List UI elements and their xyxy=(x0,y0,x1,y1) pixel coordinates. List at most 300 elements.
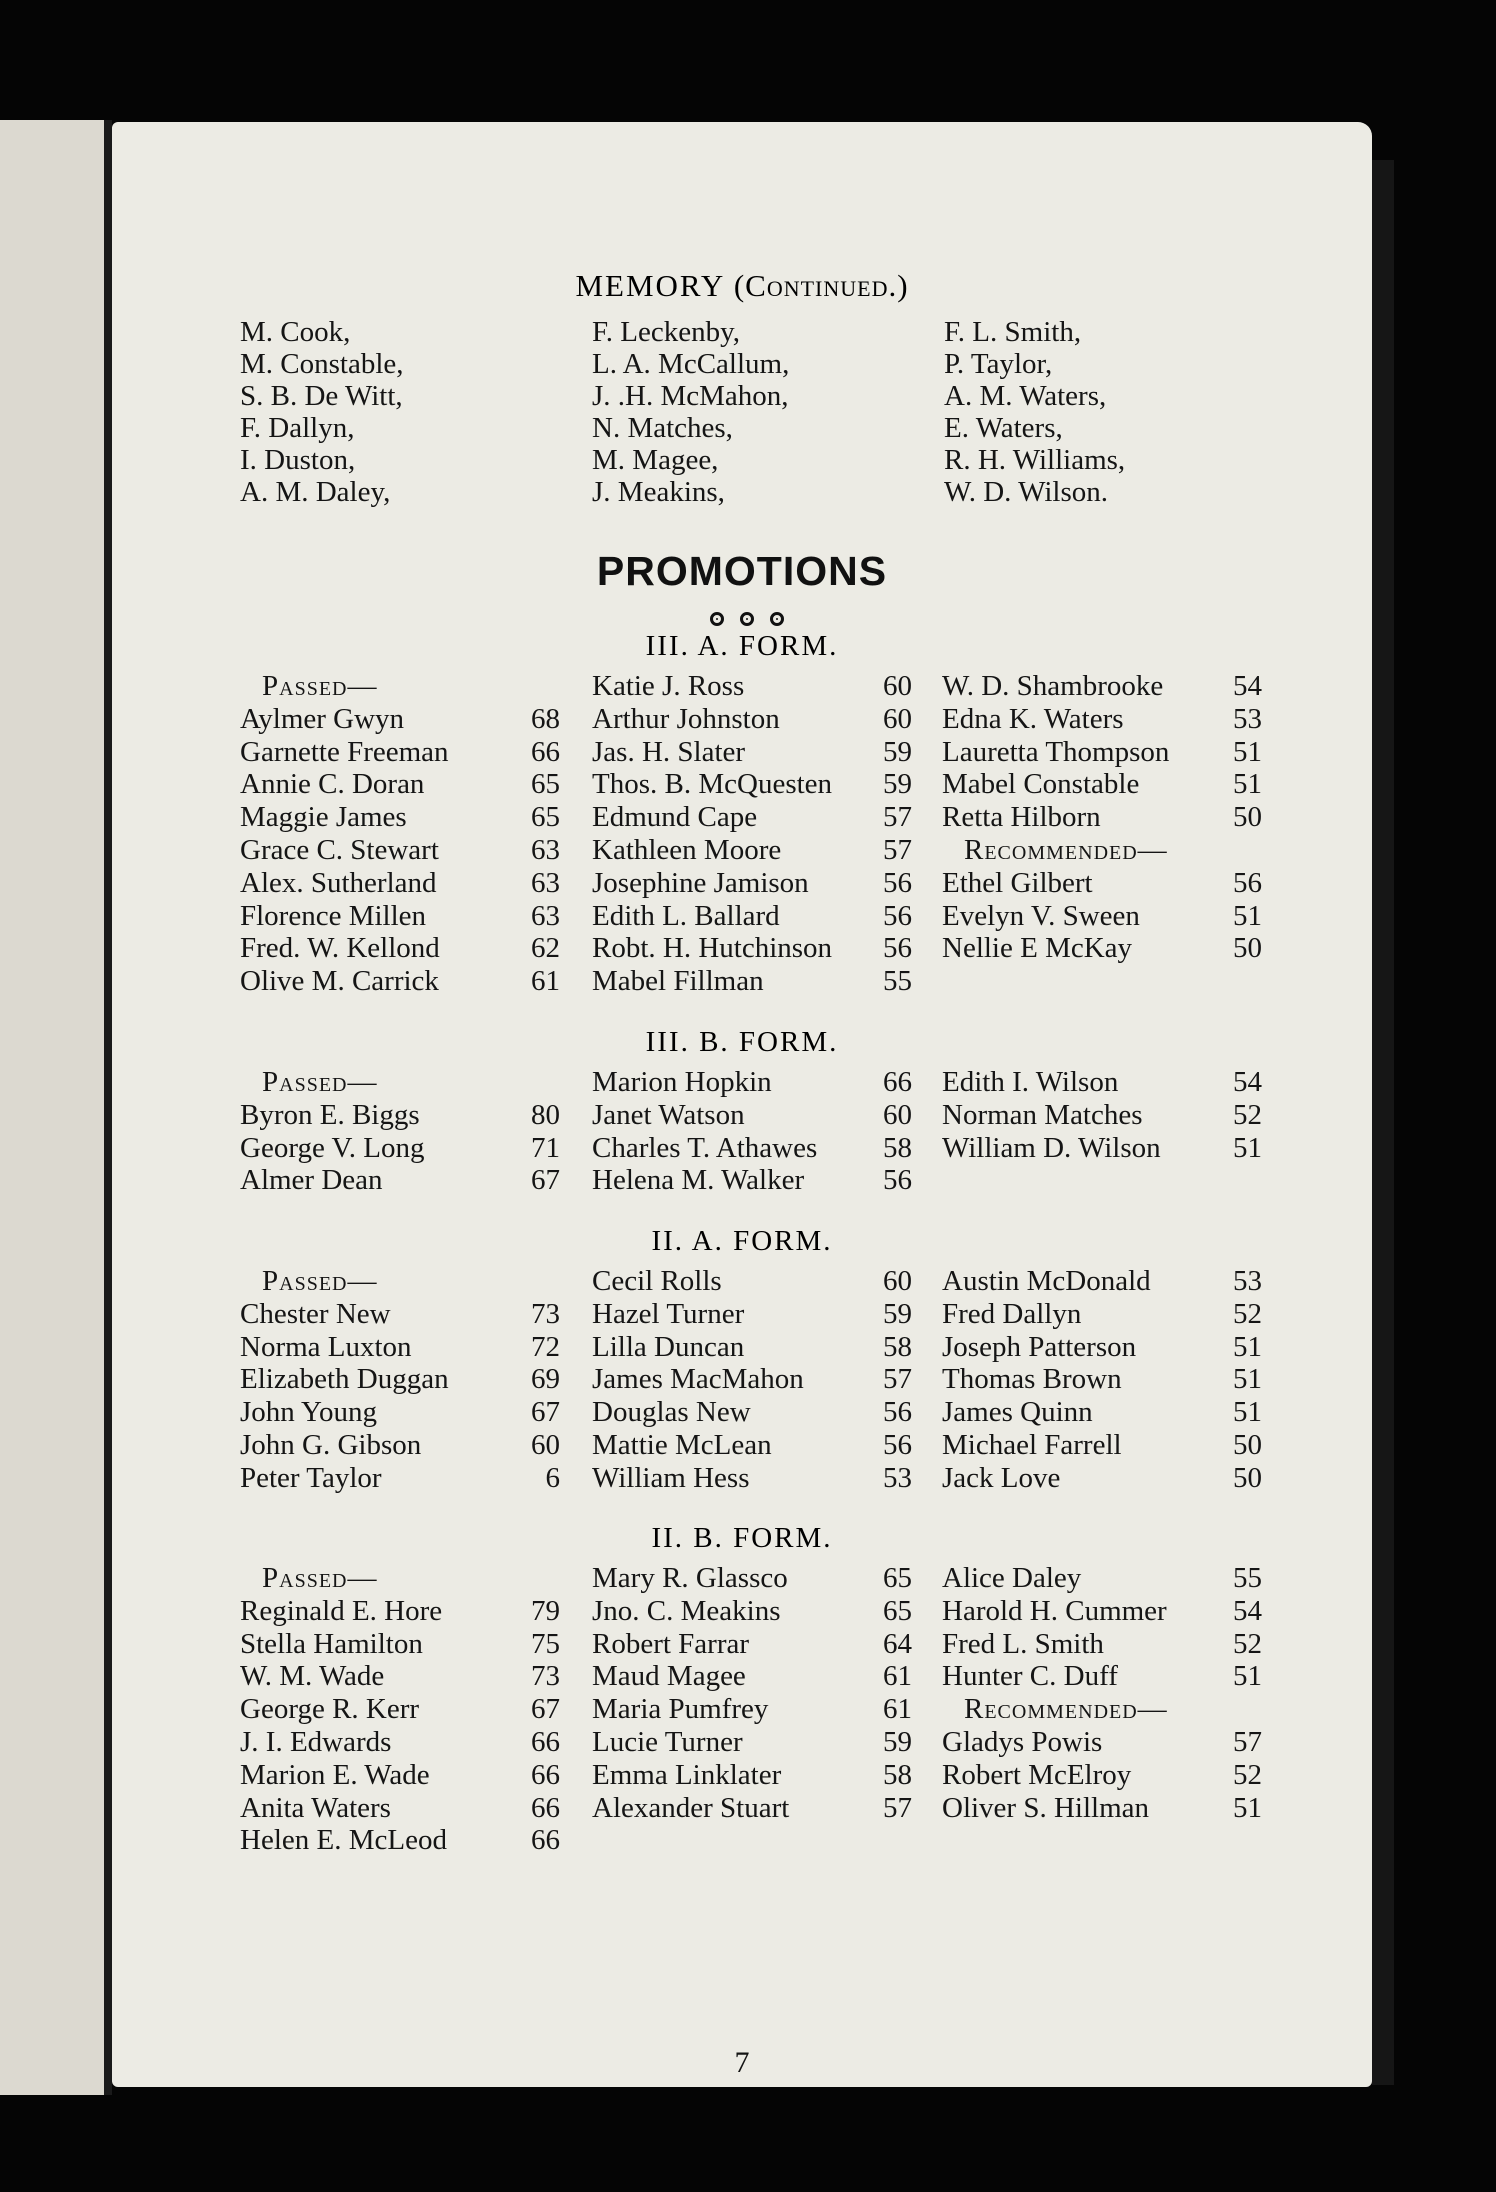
student-name: Retta Hilborn xyxy=(942,801,1101,834)
student-row xyxy=(592,1363,912,1396)
student-score: 59 xyxy=(883,735,912,768)
student-name: Norma Luxton xyxy=(240,1330,412,1363)
section-label-text: Passed— xyxy=(262,1066,378,1098)
student-score: 50 xyxy=(1233,801,1262,834)
student-row xyxy=(942,1396,1262,1429)
student-score: 55 xyxy=(883,965,912,998)
student-row xyxy=(240,1462,560,1495)
form-column-1 xyxy=(240,1066,560,1197)
student-row xyxy=(592,867,912,900)
page-number: 7 xyxy=(734,2046,750,2079)
student-row xyxy=(240,1099,560,1132)
student-score: 56 xyxy=(883,899,912,932)
student-row xyxy=(592,1595,912,1628)
student-row xyxy=(240,1759,560,1792)
student-name: Annie C. Doran xyxy=(240,768,425,801)
student-score: 51 xyxy=(1233,1660,1262,1693)
student-score: 56 xyxy=(1233,866,1262,899)
student-name: Olive M. Carrick xyxy=(240,965,439,998)
student-name: James Quinn xyxy=(942,1396,1093,1429)
student-row xyxy=(592,965,912,998)
form-heading: II. A. FORM. xyxy=(651,1225,833,1257)
student-name: Arthur Johnston xyxy=(592,702,780,735)
section-label-text: Passed— xyxy=(262,1265,378,1297)
student-name: Grace C. Stewart xyxy=(240,833,439,866)
memory-column-1 xyxy=(240,316,540,508)
student-name: Garnette Freeman xyxy=(240,735,449,768)
student-score: 51 xyxy=(1233,1363,1262,1396)
form-column-1 xyxy=(240,1562,560,1857)
student-score: 60 xyxy=(883,1265,912,1297)
student-name: W. D. Shambrooke xyxy=(942,670,1164,702)
student-name: Douglas New xyxy=(592,1396,751,1429)
student-row xyxy=(240,1595,560,1628)
student-row xyxy=(240,1298,560,1331)
student-row xyxy=(592,801,912,834)
student-score: 69 xyxy=(531,1363,560,1396)
student-score: 73 xyxy=(531,1297,560,1330)
student-score: 59 xyxy=(883,768,912,801)
student-row xyxy=(592,1759,912,1792)
student-name: Mattie McLean xyxy=(592,1428,772,1461)
student-score: 58 xyxy=(883,1131,912,1164)
student-score: 51 xyxy=(1233,899,1262,932)
form-column-3 xyxy=(942,670,1262,965)
student-row xyxy=(592,932,912,965)
student-name: Aylmer Gwyn xyxy=(240,702,405,735)
student-name: Marion Hopkin xyxy=(592,1066,772,1098)
student-name: Mabel Constable xyxy=(942,768,1140,801)
student-score: 62 xyxy=(531,932,560,965)
memory-name: I. Duston, xyxy=(240,444,356,476)
student-row xyxy=(240,1792,560,1825)
student-name: Jas. H. Slater xyxy=(592,735,746,768)
ornament-dots xyxy=(702,612,812,632)
student-name: Robt. H. Hutchinson xyxy=(592,932,833,965)
student-score: 57 xyxy=(883,801,912,834)
student-score: 51 xyxy=(1233,1131,1262,1164)
student-name: Thos. B. McQuesten xyxy=(592,768,833,801)
student-name: Cecil Rolls xyxy=(592,1265,722,1297)
student-name: Lucie Turner xyxy=(592,1725,743,1758)
student-row xyxy=(592,1298,912,1331)
form-column-3 xyxy=(942,1066,1262,1164)
student-name: Maria Pumfrey xyxy=(592,1693,769,1726)
student-row xyxy=(592,1562,912,1595)
student-row xyxy=(592,768,912,801)
student-score: 61 xyxy=(883,1660,912,1693)
student-score: 50 xyxy=(1233,1461,1262,1494)
student-score: 52 xyxy=(1233,1627,1262,1660)
student-name: George R. Kerr xyxy=(240,1693,420,1726)
student-name: Joseph Patterson xyxy=(942,1330,1137,1363)
memory-name: A. M. Waters, xyxy=(944,380,1107,412)
student-name: Alice Daley xyxy=(942,1562,1082,1594)
student-name: Austin McDonald xyxy=(942,1265,1151,1297)
student-score: 66 xyxy=(531,735,560,768)
student-row xyxy=(240,1363,560,1396)
section-label-text: Passed— xyxy=(262,1562,378,1594)
student-score: 63 xyxy=(531,833,560,866)
form-column-3 xyxy=(942,1265,1262,1495)
form-column-1 xyxy=(240,670,560,998)
student-name: Reginald E. Hore xyxy=(240,1594,443,1627)
ornament-dot-icon xyxy=(740,612,754,626)
student-name: Oliver S. Hillman xyxy=(942,1791,1150,1824)
student-row xyxy=(592,1693,912,1726)
student-row xyxy=(592,1462,912,1495)
book-spine xyxy=(104,120,112,2095)
student-name: Evelyn V. Sween xyxy=(942,899,1140,932)
student-score: 57 xyxy=(883,1363,912,1396)
student-row xyxy=(942,1792,1262,1825)
student-name: Florence Millen xyxy=(240,899,427,932)
student-row xyxy=(942,1660,1262,1693)
student-row xyxy=(240,703,560,736)
student-score: 66 xyxy=(531,1758,560,1791)
section-label xyxy=(240,1265,560,1298)
ornament-dot-icon xyxy=(710,612,724,626)
form-column-2 xyxy=(592,1265,912,1495)
memory-name: F. Dallyn, xyxy=(240,412,355,444)
student-row xyxy=(942,1429,1262,1462)
student-row xyxy=(942,1462,1262,1495)
student-name: Thomas Brown xyxy=(942,1363,1122,1396)
student-score: 51 xyxy=(1233,735,1262,768)
student-score: 61 xyxy=(883,1693,912,1726)
student-row xyxy=(240,932,560,965)
student-row xyxy=(592,1429,912,1462)
student-name: Josephine Jamison xyxy=(592,866,809,899)
student-name: Byron E. Biggs xyxy=(240,1098,420,1131)
student-score: 50 xyxy=(1233,1428,1262,1461)
form-heading: II. B. FORM. xyxy=(651,1522,833,1554)
student-name: J. I. Edwards xyxy=(240,1725,392,1758)
section-label-text: Recommended— xyxy=(964,1693,1168,1726)
student-name: W. M. Wade xyxy=(240,1660,385,1693)
student-row xyxy=(592,1066,912,1099)
student-score: 56 xyxy=(883,866,912,899)
student-name: Gladys Powis xyxy=(942,1725,1103,1758)
form-column-1 xyxy=(240,1265,560,1495)
student-name: Edmund Cape xyxy=(592,801,758,834)
student-row xyxy=(592,1396,912,1429)
student-score: 56 xyxy=(883,1396,912,1429)
student-name: Marion E. Wade xyxy=(240,1758,430,1791)
student-score: 65 xyxy=(531,801,560,834)
student-row xyxy=(592,1132,912,1165)
student-row xyxy=(240,1132,560,1165)
student-row xyxy=(592,1628,912,1661)
student-row xyxy=(942,1628,1262,1661)
student-name: Michael Farrell xyxy=(942,1428,1122,1461)
promotions-title: PROMOTIONS xyxy=(596,548,888,594)
student-score: 58 xyxy=(883,1758,912,1791)
student-score: 60 xyxy=(883,670,912,702)
student-name: Fred Dallyn xyxy=(942,1297,1082,1330)
student-name: Maggie James xyxy=(240,801,407,834)
student-name: Katie J. Ross xyxy=(592,670,745,702)
student-row xyxy=(942,1562,1262,1595)
memory-heading xyxy=(112,268,1372,304)
student-row xyxy=(942,1331,1262,1364)
student-row xyxy=(240,1396,560,1429)
student-row xyxy=(592,900,912,933)
ornament-dot-icon xyxy=(770,612,784,626)
student-row xyxy=(942,703,1262,736)
student-score: 51 xyxy=(1233,768,1262,801)
form-column-2 xyxy=(592,1562,912,1824)
student-name: Janet Watson xyxy=(592,1098,745,1131)
student-row xyxy=(592,834,912,867)
student-row xyxy=(942,1363,1262,1396)
student-name: William Hess xyxy=(592,1461,750,1494)
student-name: Nellie E McKay xyxy=(942,932,1133,965)
student-score: 57 xyxy=(883,1791,912,1824)
section-label xyxy=(240,1562,560,1595)
student-row xyxy=(240,1628,560,1661)
form-heading: III. B. FORM. xyxy=(645,1026,839,1058)
section-label-text: Passed— xyxy=(262,670,378,702)
student-row xyxy=(942,1132,1262,1165)
memory-name: J. .H. McMahon, xyxy=(592,380,789,412)
student-name: Jno. C. Meakins xyxy=(592,1594,781,1627)
student-row xyxy=(592,1265,912,1298)
student-name: Fred. W. Kellond xyxy=(240,932,440,965)
section-label xyxy=(240,1066,560,1099)
form-column-2 xyxy=(592,1066,912,1197)
student-row xyxy=(240,1331,560,1364)
student-row xyxy=(942,1066,1262,1099)
student-name: Edith I. Wilson xyxy=(942,1066,1119,1098)
student-score: 53 xyxy=(1233,702,1262,735)
student-row xyxy=(240,834,560,867)
student-name: Elizabeth Duggan xyxy=(240,1363,449,1396)
student-score: 67 xyxy=(531,1164,560,1197)
student-name: Lauretta Thompson xyxy=(942,735,1170,768)
student-row xyxy=(942,1298,1262,1331)
student-row xyxy=(942,1759,1262,1792)
student-row xyxy=(942,801,1262,834)
student-row xyxy=(592,736,912,769)
student-row xyxy=(240,1726,560,1759)
student-row xyxy=(240,1660,560,1693)
student-name: Hazel Turner xyxy=(592,1297,745,1330)
student-name: James MacMahon xyxy=(592,1363,804,1396)
student-name: Robert McElroy xyxy=(942,1758,1132,1791)
student-name: Robert Farrar xyxy=(592,1627,750,1660)
form-column-3 xyxy=(942,1562,1262,1824)
form-column-2 xyxy=(592,670,912,998)
memory-heading-sub: (Continued.) xyxy=(733,268,909,303)
student-row xyxy=(240,768,560,801)
student-row xyxy=(592,703,912,736)
student-score: 52 xyxy=(1233,1297,1262,1330)
student-row xyxy=(942,768,1262,801)
student-name: Norman Matches xyxy=(942,1098,1143,1131)
form-heading: III. A. FORM. xyxy=(645,630,839,662)
student-row xyxy=(592,1331,912,1364)
student-score: 54 xyxy=(1233,1066,1262,1098)
student-score: 66 xyxy=(883,1066,912,1098)
student-name: Lilla Duncan xyxy=(592,1330,745,1363)
student-score: 57 xyxy=(1233,1725,1262,1758)
student-score: 59 xyxy=(883,1725,912,1758)
student-name: Edna K. Waters xyxy=(942,702,1124,735)
student-name: Helen E. McLeod xyxy=(240,1824,447,1857)
student-row xyxy=(592,1660,912,1693)
student-name: Alexander Stuart xyxy=(592,1791,790,1824)
student-score: 60 xyxy=(883,702,912,735)
student-score: 75 xyxy=(531,1627,560,1660)
memory-name: N. Matches, xyxy=(592,412,733,444)
student-row xyxy=(240,1164,560,1197)
student-name: Peter Taylor xyxy=(240,1461,382,1494)
student-row xyxy=(592,670,912,703)
student-score: 67 xyxy=(531,1396,560,1429)
student-score: 56 xyxy=(883,932,912,965)
student-score: 67 xyxy=(531,1693,560,1726)
section-label xyxy=(240,670,560,703)
student-name: Helena M. Walker xyxy=(592,1164,805,1197)
student-row xyxy=(942,900,1262,933)
student-row xyxy=(942,736,1262,769)
section-label xyxy=(942,834,1262,867)
student-name: George V. Long xyxy=(240,1131,425,1164)
student-score: 51 xyxy=(1233,1396,1262,1429)
student-score: 56 xyxy=(883,1164,912,1197)
section-label xyxy=(942,1693,1262,1726)
left-page-edge xyxy=(0,120,106,2095)
student-name: Harold H. Cummer xyxy=(942,1594,1167,1627)
student-name: Hunter C. Duff xyxy=(942,1660,1118,1693)
student-row xyxy=(942,1099,1262,1132)
document-page xyxy=(112,122,1372,2087)
student-score: 66 xyxy=(531,1791,560,1824)
student-score: 60 xyxy=(531,1428,560,1461)
student-score: 65 xyxy=(531,768,560,801)
student-score: 52 xyxy=(1233,1758,1262,1791)
student-row xyxy=(592,1099,912,1132)
student-score: 66 xyxy=(531,1824,560,1857)
student-row xyxy=(240,965,560,998)
student-score: 61 xyxy=(531,965,560,998)
student-row xyxy=(942,932,1262,965)
student-name: Anita Waters xyxy=(240,1791,391,1824)
student-score: 64 xyxy=(883,1627,912,1660)
memory-name: R. H. Williams, xyxy=(944,444,1126,476)
student-score: 58 xyxy=(883,1330,912,1363)
student-score: 65 xyxy=(883,1562,912,1594)
student-score: 59 xyxy=(883,1297,912,1330)
memory-name: S. B. De Witt, xyxy=(240,380,403,412)
memory-column-2 xyxy=(592,316,912,508)
student-row xyxy=(240,867,560,900)
section-label-text: Recommended— xyxy=(964,833,1168,866)
student-name: Kathleen Moore xyxy=(592,833,782,866)
memory-name: W. D. Wilson. xyxy=(944,476,1108,508)
student-score: 52 xyxy=(1233,1098,1262,1131)
page-edge-shadow xyxy=(1372,160,1394,2085)
memory-name: F. L. Smith, xyxy=(944,316,1082,348)
student-score: 80 xyxy=(531,1098,560,1131)
student-score: 56 xyxy=(883,1428,912,1461)
student-row xyxy=(240,900,560,933)
memory-name: P. Taylor, xyxy=(944,348,1053,380)
student-name: Emma Linklater xyxy=(592,1758,782,1791)
student-name: Mary R. Glassco xyxy=(592,1562,788,1594)
student-row xyxy=(240,1429,560,1462)
student-score: 55 xyxy=(1233,1562,1262,1594)
student-score: 57 xyxy=(883,833,912,866)
student-score: 72 xyxy=(531,1330,560,1363)
student-score: 54 xyxy=(1233,670,1262,702)
memory-name: M. Cook, xyxy=(240,316,351,348)
student-row xyxy=(240,1693,560,1726)
student-score: 68 xyxy=(531,702,560,735)
student-row xyxy=(240,801,560,834)
student-name: Chester New xyxy=(240,1297,391,1330)
student-row xyxy=(942,867,1262,900)
student-name: Mabel Fillman xyxy=(592,965,764,998)
memory-name: M. Constable, xyxy=(240,348,404,380)
memory-heading-main: MEMORY xyxy=(575,268,725,303)
student-name: Edith L. Ballard xyxy=(592,899,780,932)
student-score: 79 xyxy=(531,1594,560,1627)
student-row xyxy=(942,1726,1262,1759)
student-row xyxy=(592,1726,912,1759)
student-score: 51 xyxy=(1233,1791,1262,1824)
student-row xyxy=(592,1164,912,1197)
student-name: John Young xyxy=(240,1396,377,1429)
student-row xyxy=(942,670,1262,703)
student-name: Charles T. Athawes xyxy=(592,1131,818,1164)
memory-name: M. Magee, xyxy=(592,444,719,476)
memory-column-3 xyxy=(944,316,1264,508)
student-score: 65 xyxy=(883,1594,912,1627)
student-name: Alex. Sutherland xyxy=(240,866,437,899)
student-score: 54 xyxy=(1233,1594,1262,1627)
student-score: 63 xyxy=(531,866,560,899)
student-score: 51 xyxy=(1233,1330,1262,1363)
memory-name: L. A. McCallum, xyxy=(592,348,790,380)
student-name: Ethel Gilbert xyxy=(942,866,1093,899)
student-score: 73 xyxy=(531,1660,560,1693)
student-name: Stella Hamilton xyxy=(240,1627,423,1660)
student-row xyxy=(240,1824,560,1857)
student-score: 53 xyxy=(883,1461,912,1494)
student-row xyxy=(942,1595,1262,1628)
memory-name: J. Meakins, xyxy=(592,476,725,508)
student-score: 53 xyxy=(1233,1265,1262,1297)
student-score: 71 xyxy=(531,1131,560,1164)
student-name: William D. Wilson xyxy=(942,1131,1161,1164)
student-name: John G. Gibson xyxy=(240,1428,422,1461)
student-row xyxy=(942,1265,1262,1298)
student-row xyxy=(592,1792,912,1825)
student-score: 66 xyxy=(531,1725,560,1758)
memory-name: A. M. Daley, xyxy=(240,476,391,508)
student-name: Maud Magee xyxy=(592,1660,746,1693)
memory-name: F. Leckenby, xyxy=(592,316,741,348)
student-name: Almer Dean xyxy=(240,1164,383,1197)
student-score: 50 xyxy=(1233,932,1262,965)
memory-name: E. Waters, xyxy=(944,412,1063,444)
student-score: 60 xyxy=(883,1098,912,1131)
student-name: Fred L. Smith xyxy=(942,1627,1104,1660)
student-score: 63 xyxy=(531,899,560,932)
student-row xyxy=(240,736,560,769)
